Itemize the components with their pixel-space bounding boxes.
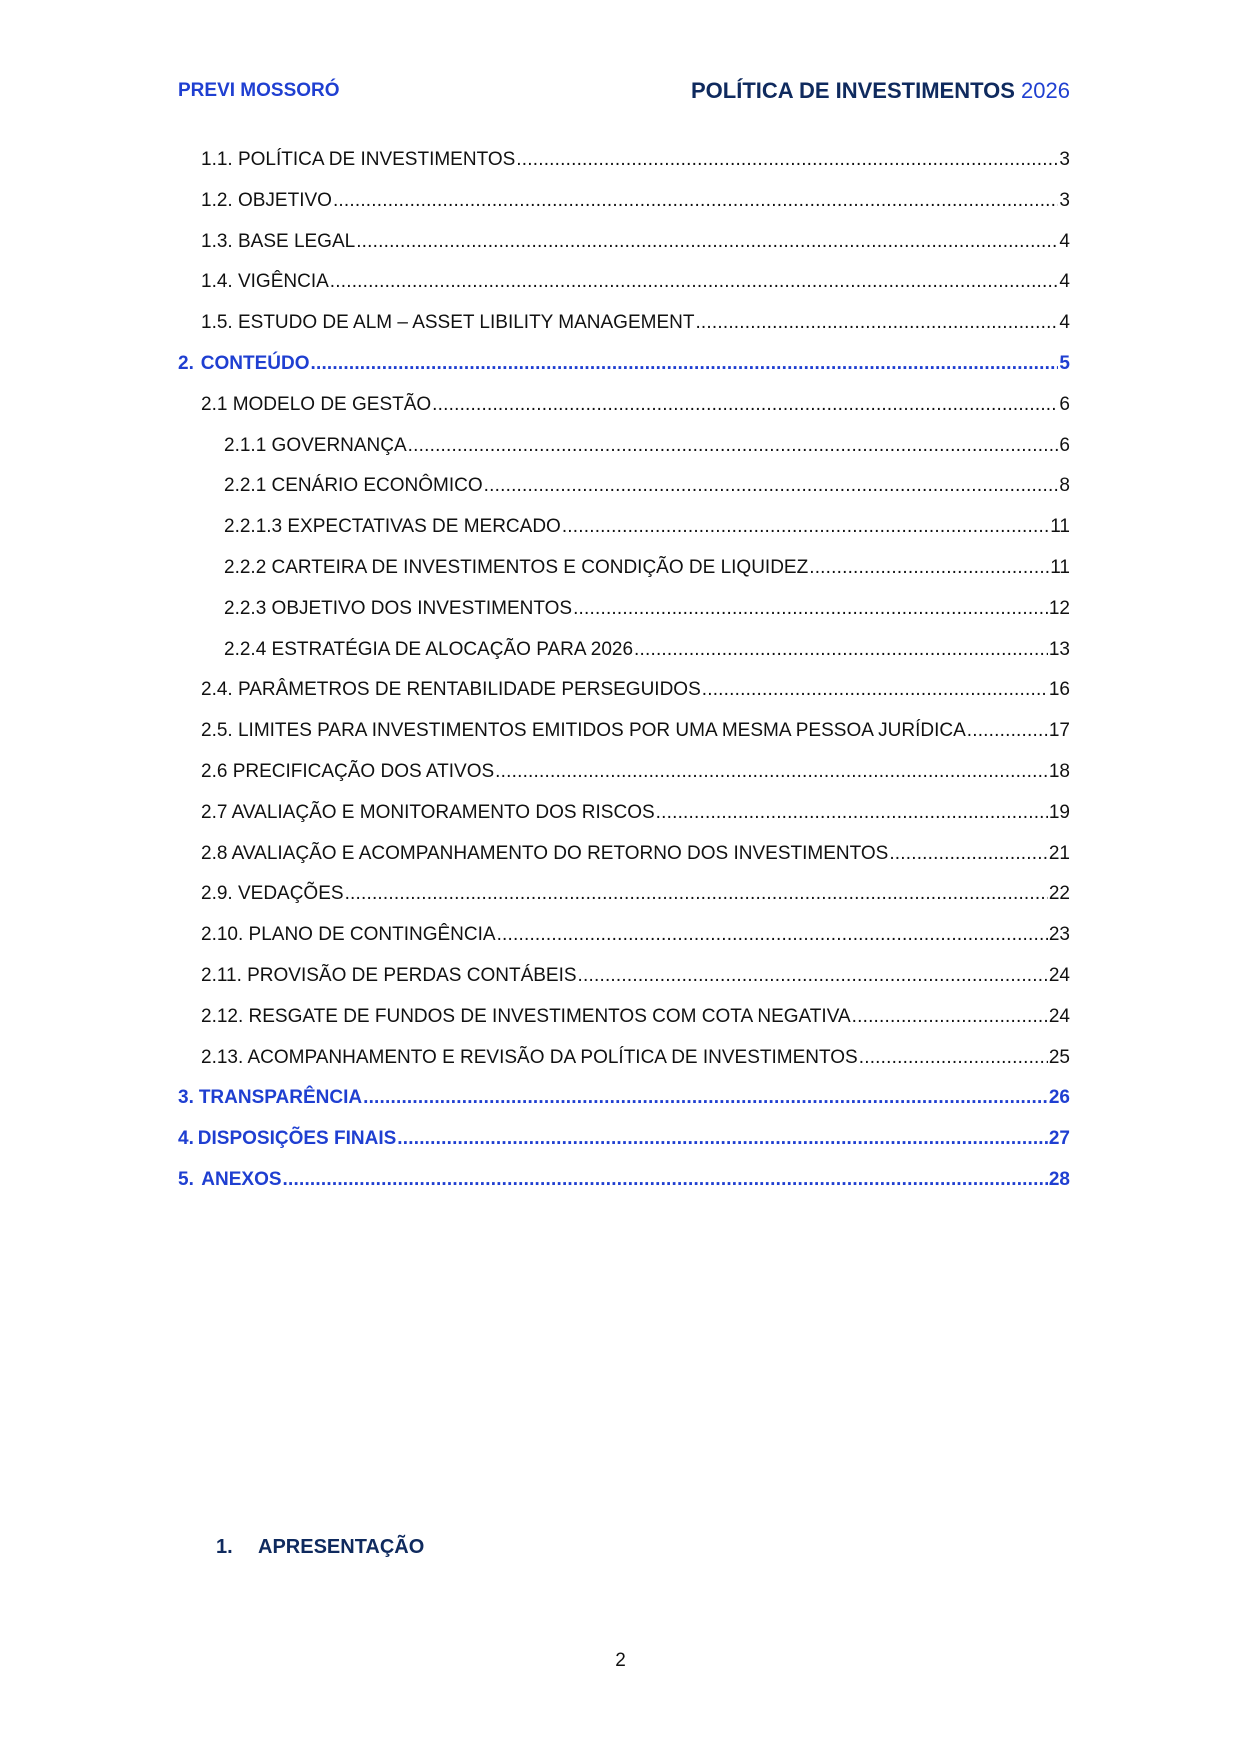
- toc-entry-number: 4.: [178, 1128, 194, 1150]
- toc-dot-leader: [333, 189, 1058, 213]
- toc-entry-page: 22: [1048, 883, 1070, 905]
- toc-entry-page: 6: [1059, 393, 1070, 415]
- toc-entry[interactable]: [178, 515, 1070, 556]
- toc-entry-title: CONTEÚDO: [200, 352, 310, 374]
- toc-dot-leader: [967, 719, 1048, 743]
- toc-entry-page: 13: [1048, 638, 1070, 660]
- toc-entry-number: 2.: [178, 352, 194, 374]
- toc-entry-page: 23: [1048, 924, 1070, 946]
- table-of-contents: [178, 148, 1070, 1209]
- toc-dot-leader: [656, 801, 1048, 825]
- toc-entry[interactable]: [178, 719, 1070, 760]
- toc-entry[interactable]: [178, 474, 1070, 515]
- toc-entry[interactable]: [178, 189, 1070, 230]
- toc-entry-page: 8: [1059, 475, 1070, 497]
- toc-entry-title: 2.7 AVALIAÇÃO E MONITORAMENTO DOS RISCOS: [201, 801, 655, 823]
- toc-entry-title: 2.5. LIMITES PARA INVESTIMENTOS EMITIDOS POR UMA MESMA PESSOA JURÍDICA: [201, 720, 966, 742]
- toc-entry-page: 28: [1048, 1168, 1070, 1190]
- toc-entry-title: DISPOSIÇÕES FINAIS: [197, 1128, 397, 1150]
- header-year: 2026: [1021, 78, 1070, 103]
- toc-entry-title: 2.9. VEDAÇÕES: [201, 883, 344, 905]
- toc-entry-title: 1.3. BASE LEGAL: [201, 230, 356, 252]
- toc-entry-page: 19: [1048, 801, 1070, 823]
- toc-entry[interactable]: [178, 923, 1070, 964]
- toc-dot-leader: [310, 352, 1058, 376]
- toc-entry-page: 11: [1050, 556, 1070, 578]
- header-document-title: [691, 78, 1070, 104]
- toc-entry-chapter[interactable]: [178, 1127, 1070, 1168]
- toc-entry-page: 26: [1048, 1087, 1070, 1109]
- section-heading-title: APRESENTAÇÃO: [258, 1536, 425, 1558]
- header-title-text: POLÍTICA DE INVESTIMENTOS: [691, 78, 1015, 103]
- toc-entry[interactable]: [178, 801, 1070, 842]
- toc-entry[interactable]: [178, 964, 1070, 1005]
- toc-dot-leader: [634, 638, 1048, 662]
- toc-entry-number: 3.: [178, 1087, 194, 1109]
- toc-entry[interactable]: [178, 148, 1070, 189]
- toc-entry-title: 2.2.1.3 EXPECTATIVAS DE MERCADO: [224, 516, 561, 538]
- toc-entry-title: 2.12. RESGATE DE FUNDOS DE INVESTIMENTOS COM COTA NEGATIVA: [201, 1005, 851, 1027]
- toc-entry[interactable]: [178, 638, 1070, 679]
- toc-dot-leader: [573, 597, 1048, 621]
- toc-entry[interactable]: [178, 556, 1070, 597]
- toc-entry-page: 4: [1059, 312, 1070, 334]
- toc-entry[interactable]: [178, 393, 1070, 434]
- toc-entry-page: 27: [1048, 1128, 1070, 1150]
- toc-entry-page: 12: [1048, 597, 1070, 619]
- toc-entry-page: 11: [1050, 516, 1070, 538]
- toc-entry-title: 2.13. ACOMPANHAMENTO E REVISÃO DA POLÍTICA DE INVESTIMENTOS: [201, 1046, 858, 1068]
- section-heading-number: 1.: [216, 1536, 233, 1558]
- toc-dot-leader: [432, 393, 1058, 417]
- toc-entry[interactable]: [178, 760, 1070, 801]
- toc-entry-number: 5.: [178, 1168, 194, 1190]
- toc-entry-title: 2.1.1 GOVERNANÇA: [224, 434, 407, 456]
- toc-dot-leader: [484, 474, 1059, 498]
- toc-entry-title: 2.2.2 CARTEIRA DE INVESTIMENTOS E CONDIÇÃO DE LIQUIDEZ: [224, 556, 809, 578]
- toc-dot-leader: [330, 270, 1059, 294]
- toc-entry[interactable]: [178, 1005, 1070, 1046]
- toc-dot-leader: [578, 964, 1048, 988]
- toc-dot-leader: [859, 1046, 1048, 1070]
- toc-entry-title: 1.5. ESTUDO DE ALM – ASSET LIBILITY MANAGEMENT: [201, 312, 695, 334]
- toc-entry-page: 3: [1059, 149, 1070, 170]
- toc-entry-page: 3: [1059, 189, 1070, 211]
- toc-dot-leader: [283, 1168, 1048, 1192]
- toc-entry-page: 16: [1048, 679, 1070, 701]
- toc-entry-page: 24: [1048, 1005, 1070, 1027]
- toc-entry-page: 25: [1048, 1046, 1070, 1068]
- toc-entry-page: 5: [1059, 352, 1070, 374]
- toc-entry-title: 2.2.3 OBJETIVO DOS INVESTIMENTOS: [224, 597, 573, 619]
- toc-entry-title: 2.4. PARÂMETROS DE RENTABILIDADE PERSEGUIDOS: [201, 679, 701, 701]
- toc-entry-title: 2.1 MODELO DE GESTÃO: [201, 393, 432, 415]
- toc-entry-title: ANEXOS: [201, 1168, 282, 1190]
- toc-entry-page: 6: [1059, 434, 1070, 456]
- toc-entry-title: 1.4. VIGÊNCIA: [201, 271, 329, 293]
- toc-dot-leader: [397, 1127, 1048, 1151]
- toc-entry-chapter[interactable]: [178, 352, 1070, 393]
- toc-entry-page: 17: [1048, 720, 1070, 742]
- toc-dot-leader: [562, 515, 1049, 539]
- toc-entry-page: 21: [1048, 842, 1070, 864]
- section-heading: [216, 1536, 424, 1559]
- toc-dot-leader: [516, 148, 1058, 172]
- toc-entry-page: 24: [1048, 964, 1070, 986]
- toc-entry-page: 4: [1059, 230, 1070, 252]
- toc-dot-leader: [497, 923, 1048, 947]
- toc-dot-leader: [408, 434, 1059, 458]
- toc-entry[interactable]: [178, 311, 1070, 352]
- header-org-name: PREVI MOSSORÓ: [178, 80, 340, 101]
- toc-entry-title: 2.2.1 CENÁRIO ECONÔMICO: [224, 475, 483, 497]
- toc-entry[interactable]: [178, 597, 1070, 638]
- toc-entry[interactable]: [178, 434, 1070, 475]
- toc-dot-leader: [702, 678, 1048, 702]
- toc-entry-title: 1.2. OBJETIVO: [201, 189, 332, 211]
- toc-entry-title: 2.10. PLANO DE CONTINGÊNCIA: [201, 924, 496, 946]
- toc-dot-leader: [363, 1086, 1048, 1110]
- toc-entry-title: 2.2.4 ESTRATÉGIA DE ALOCAÇÃO PARA 2026: [224, 638, 634, 660]
- toc-dot-leader: [809, 556, 1049, 580]
- toc-dot-leader: [695, 311, 1058, 335]
- toc-dot-leader: [495, 760, 1048, 784]
- toc-dot-leader: [345, 882, 1048, 906]
- page-number: 2: [615, 1650, 626, 1671]
- toc-entry[interactable]: [178, 270, 1070, 311]
- toc-entry-chapter[interactable]: [178, 1086, 1070, 1127]
- toc-entry[interactable]: [178, 842, 1070, 883]
- toc-entry-title: TRANSPARÊNCIA: [198, 1087, 363, 1109]
- toc-entry[interactable]: [178, 882, 1070, 923]
- toc-entry[interactable]: [178, 678, 1070, 719]
- toc-dot-leader: [852, 1005, 1048, 1029]
- toc-entry-title: 2.11. PROVISÃO DE PERDAS CONTÁBEIS: [201, 964, 577, 986]
- toc-dot-leader: [356, 230, 1058, 254]
- toc-entry-title: 1.1. POLÍTICA DE INVESTIMENTOS: [201, 149, 516, 170]
- toc-entry-title: 2.8 AVALIAÇÃO E ACOMPANHAMENTO DO RETORNO DOS INVESTIMENTOS: [201, 842, 889, 864]
- toc-entry-chapter[interactable]: [178, 1168, 1070, 1209]
- toc-entry-page: 4: [1059, 271, 1070, 293]
- toc-entry-title: 2.6 PRECIFICAÇÃO DOS ATIVOS: [201, 760, 495, 782]
- toc-dot-leader: [889, 842, 1048, 866]
- toc-entry-page: 18: [1048, 760, 1070, 782]
- toc-entry[interactable]: [178, 1046, 1070, 1087]
- toc-entry[interactable]: [178, 230, 1070, 271]
